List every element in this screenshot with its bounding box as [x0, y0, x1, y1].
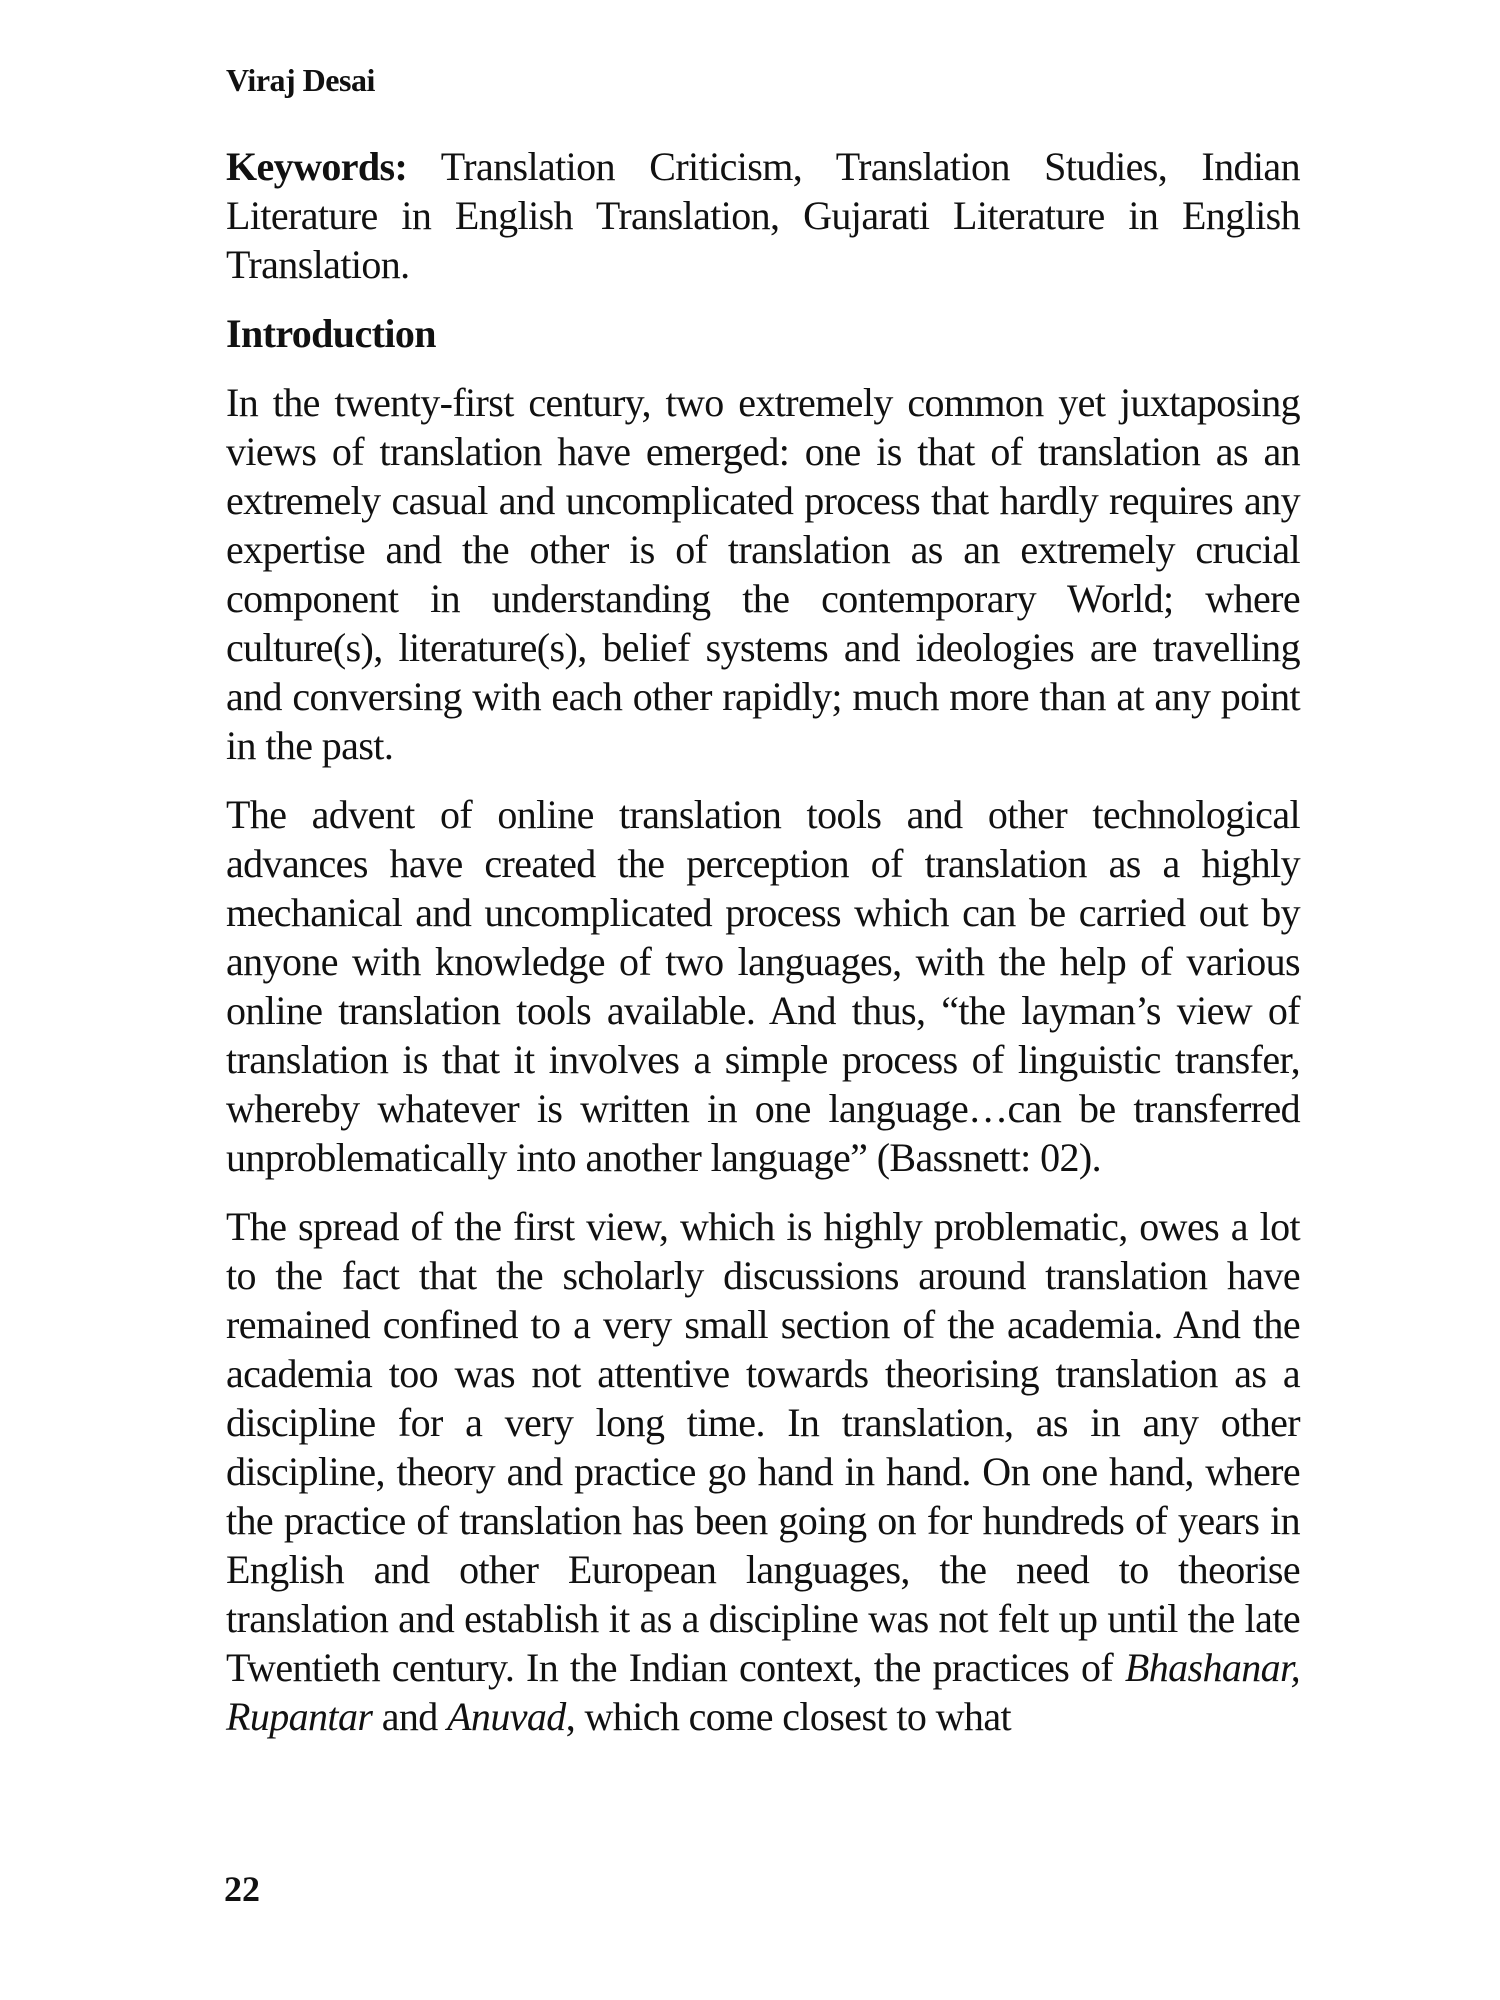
page-number: 22 — [224, 1869, 260, 1909]
term-anuvad: Anuvad — [447, 1694, 566, 1739]
section-heading: Introduction — [226, 311, 436, 356]
paragraph-3-main: The spread of the first view, which is highly problematic, owes a lot to the fact that the scholarly discussions around translation have remained confined to a very small section of the academia. And the academia too was not attentive towards theorising translation as a discipline for a very long time. In translation, as in any other discipline, theory and practice go hand in hand. On one hand, where the practice of translation has been going on for hundreds of years in English and other European languages, the need to theorise translation and establish it as a discipline was not felt up until the late Twentieth century. In the Indian context, the practices of — [226, 1204, 1300, 1690]
term-bhashanar-rupantar: Bhashanar, Rupantar — [226, 1645, 1300, 1739]
keywords-paragraph — [226, 142, 1300, 289]
paragraph-3-tail: , which come closest to what — [565, 1694, 1011, 1739]
paragraph-1: In the twenty-first century, two extremely common yet juxtaposing views of translation have emerged: one is that of translation as an extremely casual and uncomplicated process that hardly requires any expertise and the other is of translation as an extremely crucial component in understanding the contemporary World; where culture(s), literature(s), belief systems and ideologies are travelling and conversing with each other rapidly; much more than at any point in the past. — [226, 380, 1300, 768]
paragraph-3 — [226, 1202, 1300, 1741]
paragraph-3-and: and — [372, 1694, 448, 1739]
page-body — [226, 142, 1300, 1761]
running-head-author: Viraj Desai — [226, 62, 375, 98]
keywords-label: Keywords: — [226, 144, 408, 189]
paragraph-2: The advent of online translation tools and other technological advances have created the perception of translation as a highly mechanical and uncomplicated process which can be carried out by anyone with knowledge of two languages, with the help of various online translation tools available. And thus, “the layman’s view of translation is that it involves a simple process of linguistic transfer, whereby whatever is written in one language…can be transferred unproblematically into another language” (Bassnett: 02). — [226, 792, 1300, 1180]
keywords-text: Translation Criticism, Translation Studies, Indian Literature in English Translation, Gujarati Literature in English Translation. — [226, 144, 1300, 287]
